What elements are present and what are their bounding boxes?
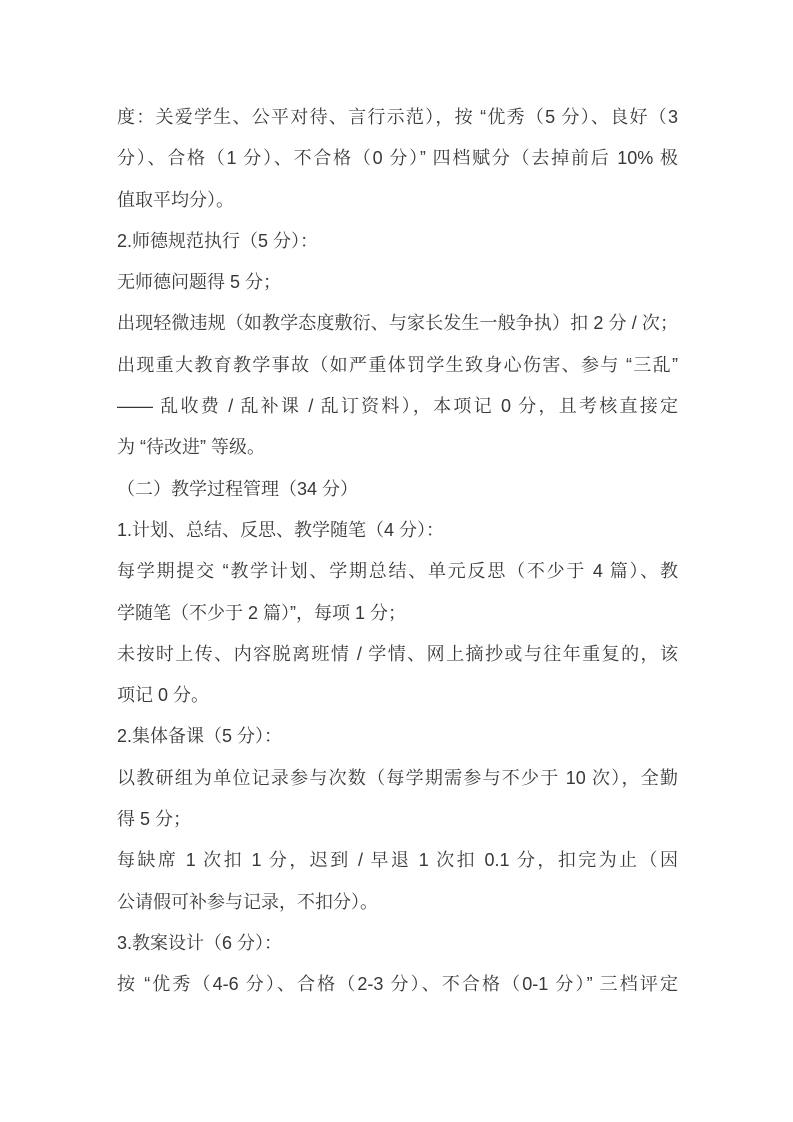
text-line: 2.集体备课（5 分）：	[117, 726, 283, 747]
text-line: —— 乱收费 / 乱补课 / 乱订资料），本项记 0 分，且考核直接定	[117, 396, 678, 417]
text-line: 每缺席 1 次扣 1 分，迟到 / 早退 1 次扣 0.1 分，扣完为止（因	[117, 850, 678, 871]
text-line: （二）教学过程管理（34 分）	[117, 478, 359, 499]
text-content	[117, 97, 678, 1006]
text-line: 公请假可补参与记录，不扣分）。	[117, 891, 378, 912]
text-line: 得 5 分；	[117, 809, 192, 830]
text-line: 3.教案设计（6 分）：	[117, 932, 283, 953]
text-line: 2.师德规范执行（5 分）：	[117, 230, 319, 251]
text-line: 按 “优秀（4-6 分）、合格（2-3 分）、不合格（0-1 分）” 三档评定	[117, 974, 678, 995]
text-line: 1.计划、总结、反思、教学随笔（4 分）：	[117, 519, 445, 540]
text-line: 值取平均分）。	[117, 189, 234, 210]
text-line: 出现重大教育教学事故（如严重体罚学生致身心伤害、参与 “三乱”	[117, 354, 678, 375]
text-line: 无师德问题得 5 分；	[117, 272, 282, 293]
text-line: 为 “待改进” 等级。	[117, 437, 265, 458]
text-line: 以教研组为单位记录参与次数（每学期需参与不少于 10 次），全勤	[117, 767, 678, 788]
text-line: 分）、合格（1 分）、不合格（0 分）” 四档赋分（去掉前后 10% 极	[117, 148, 678, 169]
text-line: 度：关爱学生、公平对待、言行示范），按 “优秀（5 分）、良好（3	[117, 107, 678, 127]
text-line: 出现轻微违规（如教学态度敷衍、与家长发生一般争执）扣 2 分 / 次；	[117, 313, 678, 334]
text-line: 项记 0 分。	[117, 685, 210, 706]
text-line: 每学期提交 “教学计划、学期总结、单元反思（不少于 4 篇）、教	[117, 561, 678, 582]
text-line: 学随笔（不少于 2 篇）”，每项 1 分；	[117, 602, 407, 623]
text-line: 未按时上传、内容脱离班情 / 学情、网上摘抄或与往年重复的，该	[117, 643, 678, 664]
